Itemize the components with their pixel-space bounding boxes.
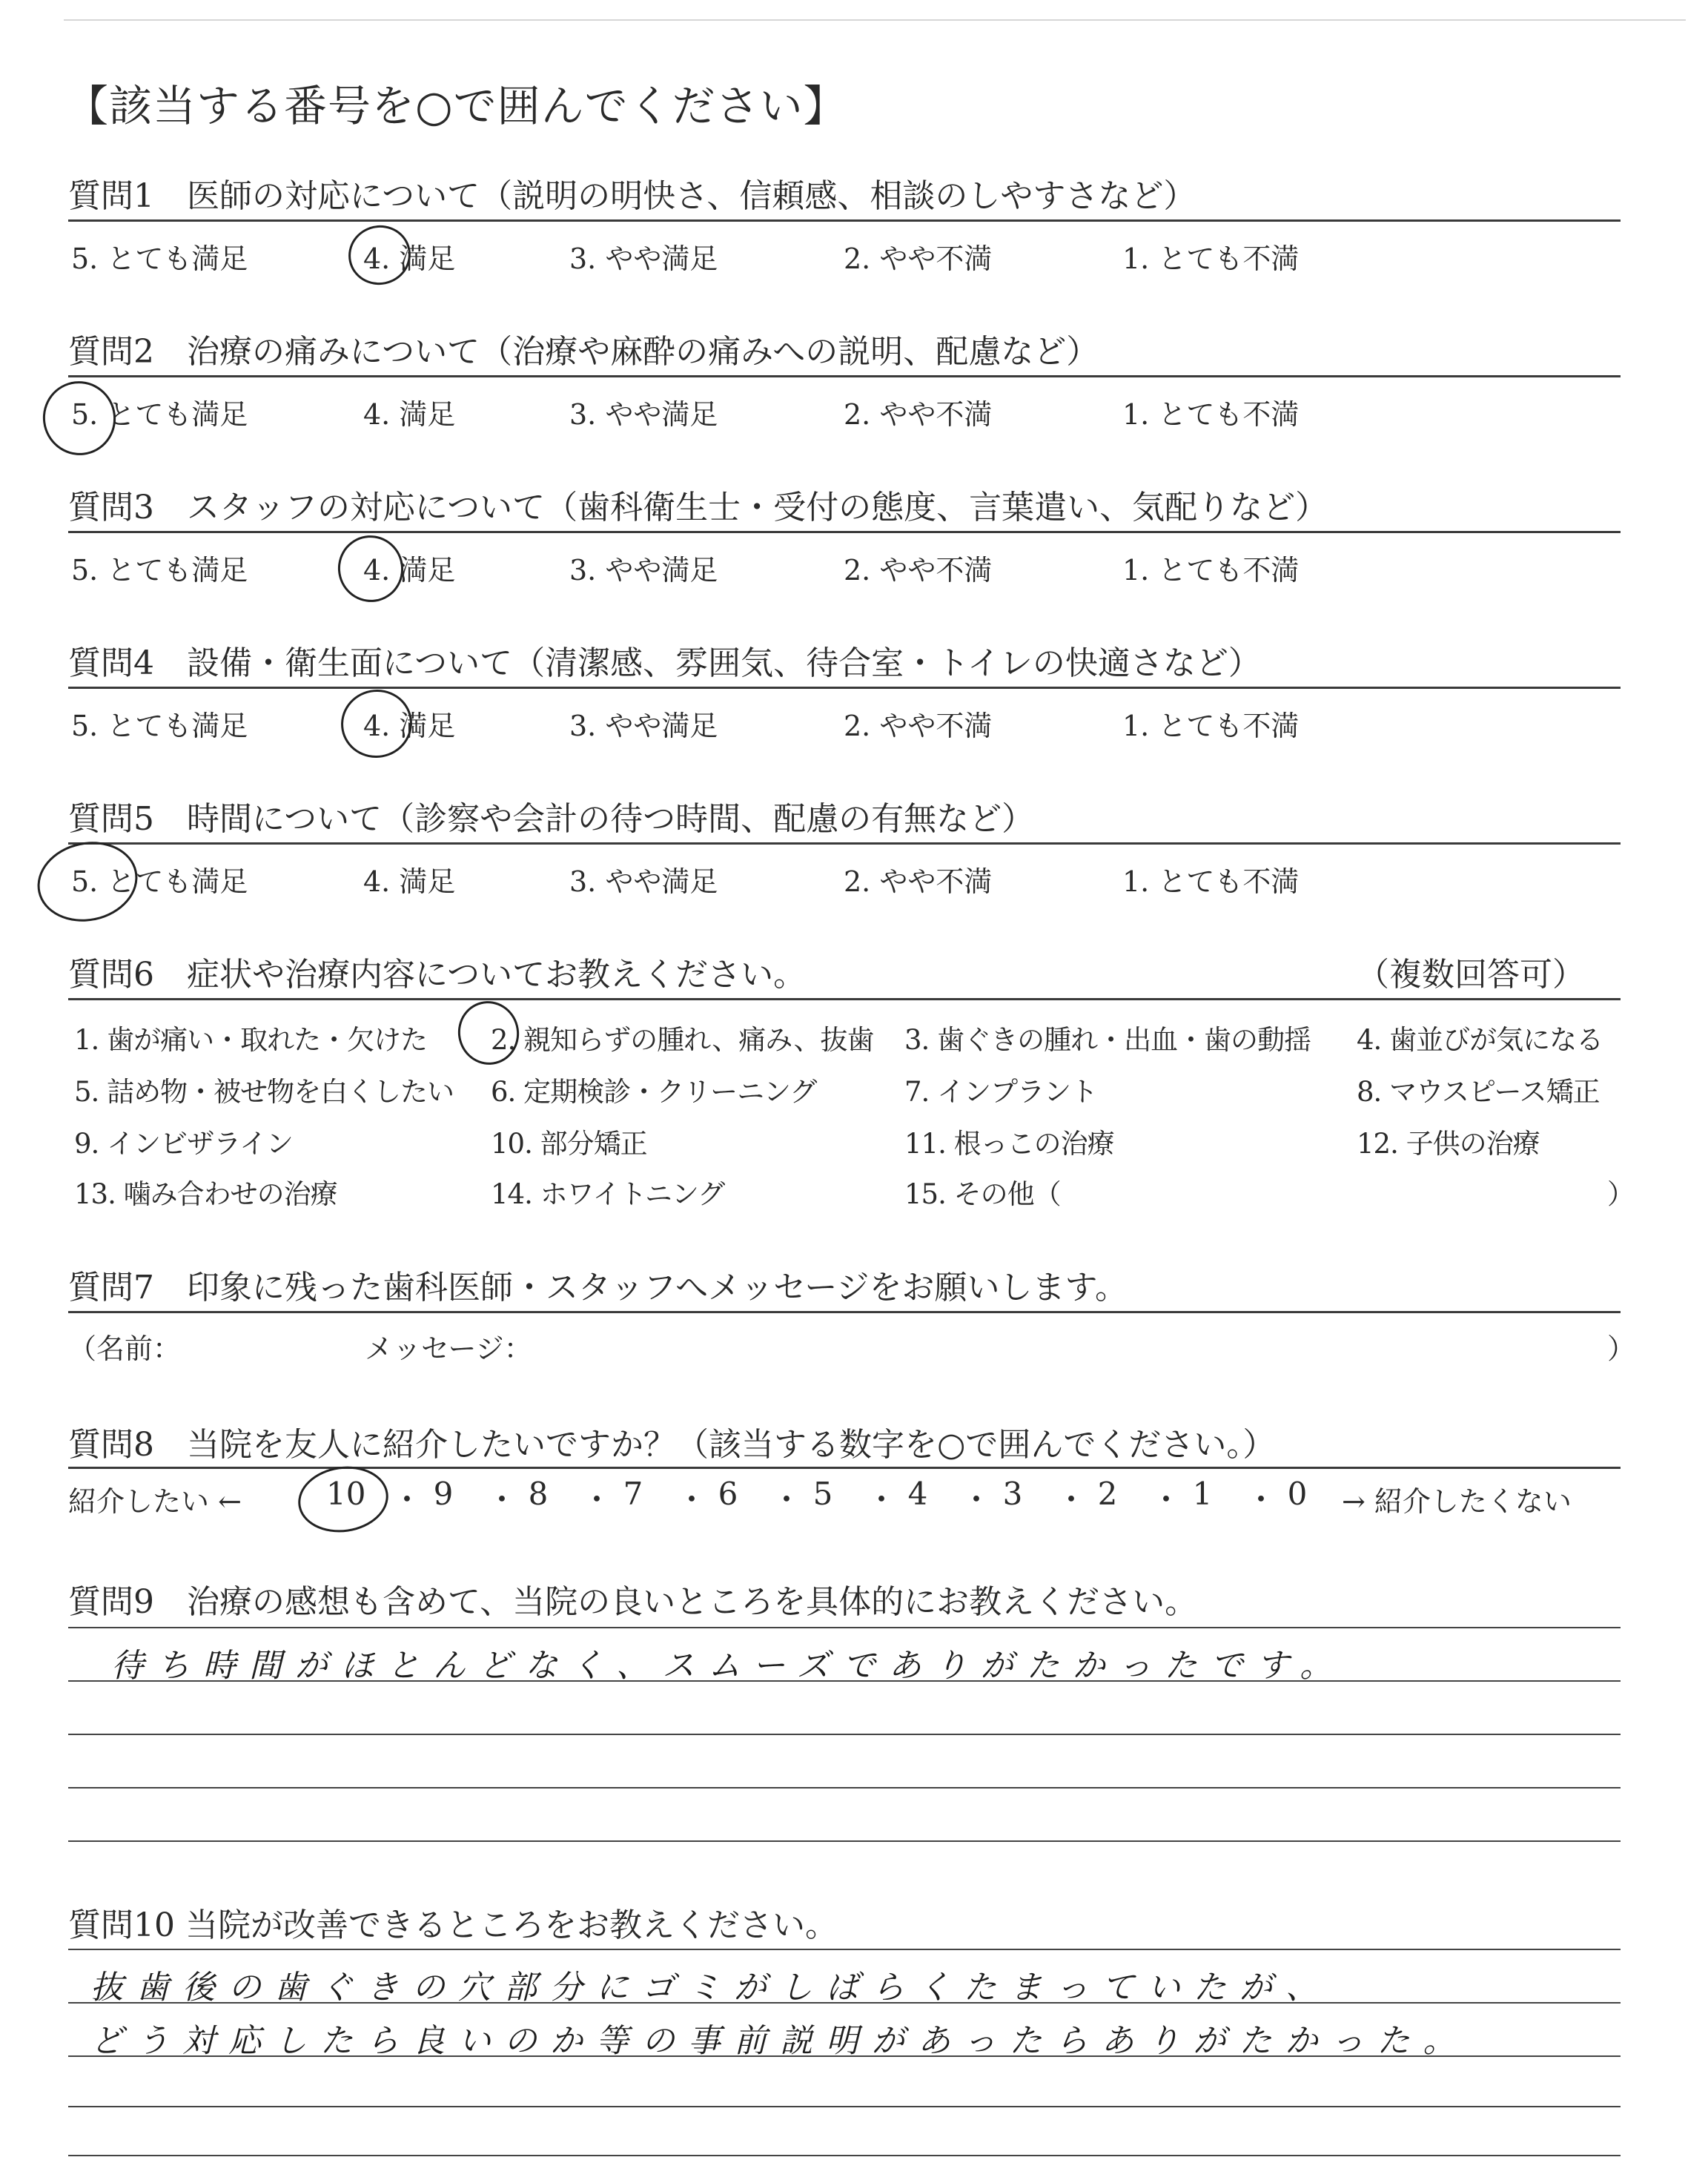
q7-message-label: メッセージ： [365,1332,532,1365]
q8-dot-separator: ・ [1245,1482,1277,1518]
q6-item-8[interactable]: 8. マウスピース矯正 [1357,1076,1600,1108]
q4-title: 質問4 設備・衛生面について（清潔感、雰囲気、待合室・トイレの快適さなど） [68,644,1261,682]
q4-option-4[interactable]: 4. 満足 [363,710,456,742]
q6-other-close-paren: ） [1607,1178,1634,1210]
q3-option-2[interactable]: 2. やや不満 [844,554,993,587]
q8-scale-5[interactable]: 5 [812,1476,833,1512]
q8-scale-1[interactable]: 1 [1192,1476,1213,1512]
page-heading: 【該当する番号を○で囲んでください】 [65,81,847,131]
q8-title: 質問8 当院を友人に紹介したいですか？（該当する数字を○で囲んでください。） [68,1426,1276,1464]
q1-option-1[interactable]: 1. とても不満 [1122,242,1300,275]
q6-item-10[interactable]: 10. 部分矯正 [491,1128,647,1160]
q8-dot-separator: ・ [486,1482,518,1518]
q8-dot-separator: ・ [391,1482,423,1518]
q2-option-5[interactable]: 5. とても満足 [71,398,248,431]
q7-close-paren: ） [1607,1332,1636,1365]
q1-option-4[interactable]: 4. 満足 [363,242,456,275]
q8-dot-separator: ・ [581,1482,613,1518]
q6-item-12[interactable]: 12. 子供の治療 [1357,1128,1540,1160]
q8-scale-4[interactable]: 4 [907,1476,928,1512]
q9-writing-line [68,1680,1621,1682]
q10-writing-line [68,2055,1621,2057]
q8-scale-10[interactable]: 10 [326,1476,366,1512]
q5-option-4[interactable]: 4. 満足 [363,865,456,898]
q8-dot-separator: ・ [1056,1482,1088,1518]
q6-item-4[interactable]: 4. 歯並びが気になる [1357,1024,1603,1056]
q9-writing-line [68,1734,1621,1735]
q8-dot-separator: ・ [1151,1482,1182,1518]
q5-option-5[interactable]: 5. とても満足 [71,865,248,898]
q3-option-5[interactable]: 5. とても満足 [71,554,248,587]
q6-item-15[interactable]: 15. その他（ [904,1178,1061,1210]
q5-option-3[interactable]: 3. やや満足 [569,865,718,898]
q3-option-3[interactable]: 3. やや満足 [569,554,718,587]
q6-item-6[interactable]: 6. 定期検診・クリーニング [491,1076,817,1108]
q8-scale-7[interactable]: 7 [623,1476,643,1512]
q4-option-2[interactable]: 2. やや不満 [844,710,993,742]
q4-option-1[interactable]: 1. とても不満 [1122,710,1300,742]
page-top-edge [64,19,1686,21]
q2-option-1[interactable]: 1. とても不満 [1122,398,1300,431]
q8-scale-3[interactable]: 3 [1002,1476,1023,1512]
q2-title: 質問2 治療の痛みについて（治療や麻酔の痛みへの説明、配慮など） [68,333,1099,371]
q10-writing-line [68,1949,1621,1950]
q8-rule [68,1467,1621,1469]
q6-item-5[interactable]: 5. 詰め物・被せ物を白くしたい [74,1076,454,1108]
q3-option-1[interactable]: 1. とても不満 [1122,554,1300,587]
q5-option-2[interactable]: 2. やや不満 [844,865,993,898]
q8-dot-separator: ・ [866,1482,898,1518]
q8-left-label: 紹介したい ← [68,1485,242,1518]
q5-rule [68,842,1621,845]
q10-writing-line [68,2155,1621,2156]
q8-scale-6[interactable]: 6 [718,1476,738,1512]
q6-item-3[interactable]: 3. 歯ぐきの腫れ・出血・歯の動揺 [904,1024,1311,1056]
q8-dot-separator: ・ [771,1482,803,1518]
q10-writing-line [68,2002,1621,2004]
q6-title: 質問6 症状や治療内容についてお教えください。 [68,956,807,994]
q6-note: （複数回答可） [1357,956,1585,994]
q7-rule [68,1311,1621,1313]
q4-option-5[interactable]: 5. とても満足 [71,710,248,742]
q8-scale-8[interactable]: 8 [528,1476,549,1512]
q10-title: 質問10 当院が改善できるところをお教えください。 [68,1906,838,1944]
q9-writing-line [68,1840,1621,1842]
q10-handwritten-answer-line-2: どう対応したら良いのか等の事前説明があったらありがたかった。 [90,2022,1469,2060]
q6-item-14[interactable]: 14. ホワイトニング [491,1178,725,1210]
q9-writing-line [68,1787,1621,1789]
q7-title: 質問7 印象に残った歯科医師・スタッフへメッセージをお願いします。 [68,1269,1128,1307]
q2-option-4[interactable]: 4. 満足 [363,398,456,431]
q4-rule [68,687,1621,689]
q2-option-3[interactable]: 3. やや満足 [569,398,718,431]
q9-writing-line [68,1627,1621,1628]
q1-rule [68,219,1621,222]
q3-rule [68,531,1621,533]
q6-item-11[interactable]: 11. 根っこの治療 [904,1128,1114,1160]
q2-option-2[interactable]: 2. やや不満 [844,398,993,431]
q8-dot-separator: ・ [676,1482,708,1518]
q5-option-1[interactable]: 1. とても不満 [1122,865,1300,898]
q6-rule [68,998,1621,1000]
q8-scale-9[interactable]: 9 [433,1476,454,1512]
q3-option-4[interactable]: 4. 満足 [363,554,456,587]
q9-handwritten-answer: 待ち時間がほとんどなく、スムーズでありがたかったです。 [111,1647,1346,1685]
q6-item-7[interactable]: 7. インプラント [904,1076,1098,1108]
q3-title: 質問3 スタッフの対応について（歯科衛生士・受付の態度、言葉遣い、気配りなど） [68,489,1328,526]
q10-writing-line [68,2106,1621,2107]
q8-right-label: → 紹介したくない [1342,1485,1572,1518]
q9-title: 質問9 治療の感想も含めて、当院の良いところを具体的にお教えください。 [68,1583,1198,1621]
q6-item-13[interactable]: 13. 噛み合わせの治療 [74,1178,337,1210]
q6-item-2[interactable]: 2. 親知らずの腫れ、痛み、抜歯 [491,1024,874,1056]
q7-name-label: （名前： [68,1332,182,1365]
q6-item-1[interactable]: 1. 歯が痛い・取れた・欠けた [74,1024,428,1056]
q4-option-3[interactable]: 3. やや満足 [569,710,718,742]
q1-option-2[interactable]: 2. やや不満 [844,242,993,275]
q8-scale-2[interactable]: 2 [1097,1476,1118,1512]
q5-title: 質問5 時間について（診察や会計の待つ時間、配慮の有無など） [68,800,1035,838]
q1-option-5[interactable]: 5. とても満足 [71,242,248,275]
q1-option-3[interactable]: 3. やや満足 [569,242,718,275]
q6-item-9[interactable]: 9. インビザライン [74,1128,293,1160]
q2-rule [68,375,1621,377]
q8-scale-0[interactable]: 0 [1287,1476,1308,1512]
q10-handwritten-answer-line-1: 抜歯後の歯ぐきの穴部分にゴミがしばらくたまっていたが、 [90,1969,1331,2007]
q8-dot-separator: ・ [961,1482,993,1518]
q1-title: 質問1 医師の対応について（説明の明快さ、信頼感、相談のしやすさなど） [68,177,1196,215]
